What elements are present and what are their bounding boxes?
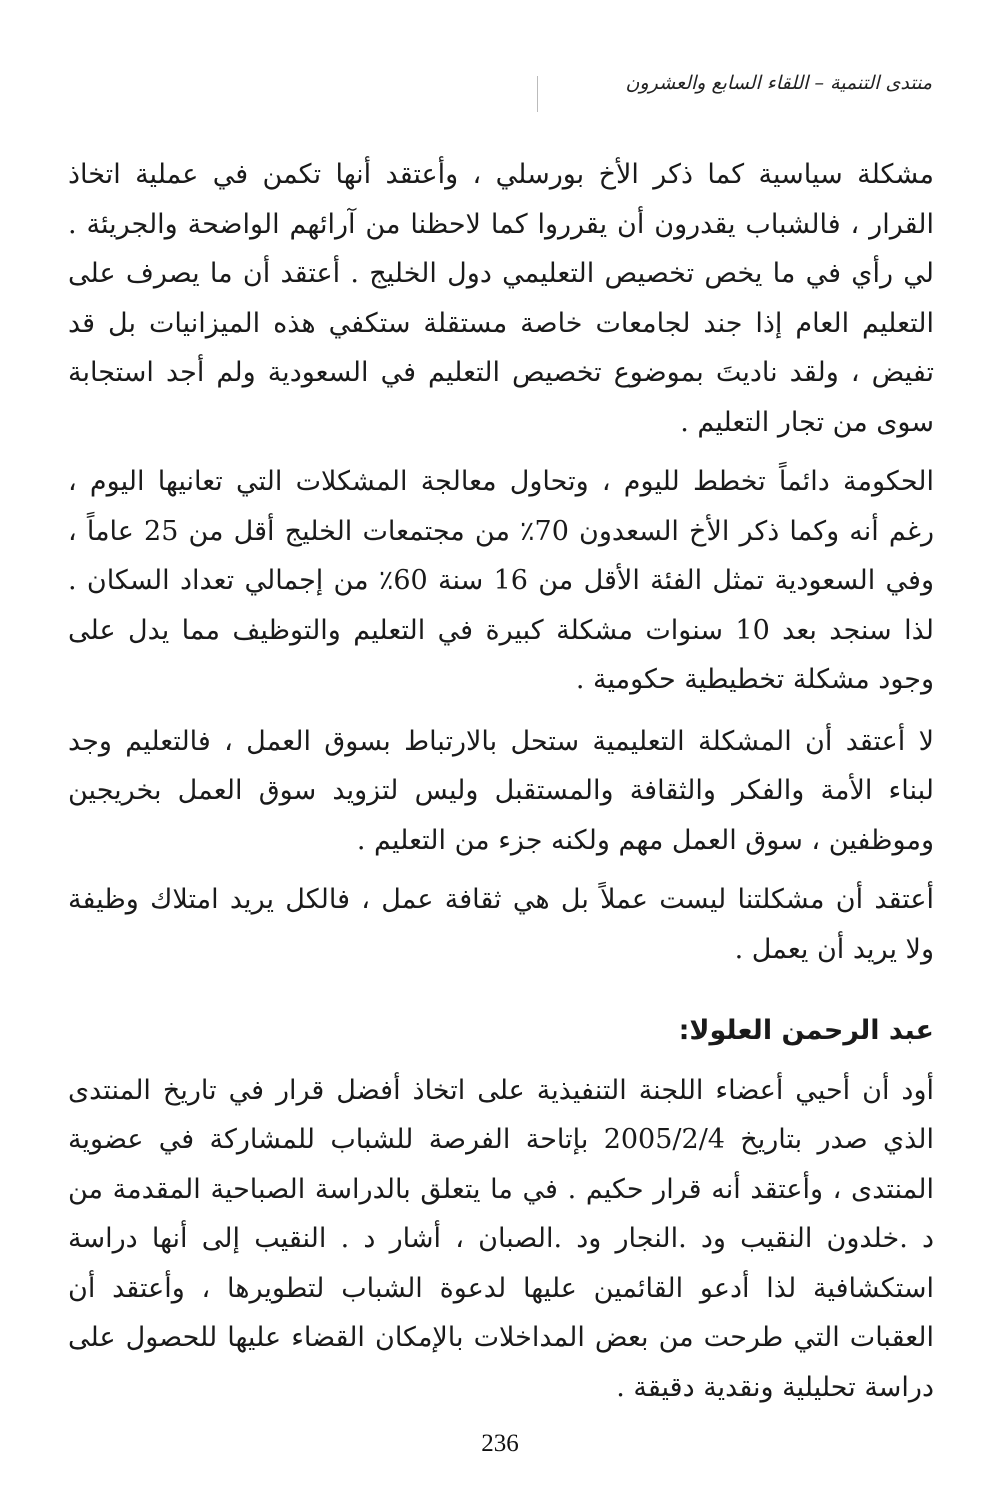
speaker-paragraph: أود أن أحيي أعضاء اللجنة التنفيذية على اتخاذ أفضل قرار في تاريخ المنتدى الذي صدر بتاريخ 2005/2/4 بإتاحة الفرصة للشباب للمشاركة في عضوية المنتدى ، وأعتقد أنه قرار حكيم . في ما يتعلق بالدراسة الصباحية المقدمة من د .خلدون النقيب ود .النجار ود .الصبان ، أشار د . النقيب إلى أنها دراسة استكشافية لذا أدعو القائمين عليها لدعوة الشباب لتطويرها ، وأعتقد أن العقبات التي طرحت من بعض المداخلات بالإمكان القضاء عليها للحصول على دراسة تحليلية ونقدية دقيقة . xyxy=(68,1074,935,1403)
body-text xyxy=(68,150,934,1412)
paragraph-4: أعتقد أن مشكلتنا ليست عملاً بل هي ثقافة عمل ، فالكل يريد امتلاك وظيفة ولا يريد أن يعمل . xyxy=(68,884,934,965)
running-header: منتدى التنمية – اللقاء السابع والعشرون xyxy=(625,72,932,94)
page-number: 236 xyxy=(481,1430,519,1457)
speaker-heading: عبد الرحمن العلولا: xyxy=(678,1015,934,1046)
paragraph-2: الحكومة دائماً تخطط لليوم ، وتحاول معالجة المشكلات التي تعانيها اليوم ، رغم أنه وكما ذكر الأخ السعدون 70٪ من مجتمعات الخليج أقل من 25 عاماً ، وفي السعودية تمثل الفئة الأقل من 16 سنة 60٪ من إجمالي تعداد السكان . لذا سنجد بعد 10 سنوات مشكلة كبيرة في التعليم والتوظيف مما يدل على وجود مشكلة تخطيطية حكومية . xyxy=(68,466,935,695)
paragraph-1: مشكلة سياسية كما ذكر الأخ بورسلي ، وأعتقد أنها تكمن في عملية اتخاذ القرار ، فالشباب يقدرون أن يقرروا كما لاحظنا من آرائهم الواضحة والجريئة . لي رأي في ما يخص تخصيص التعليمي دول الخليج . أعتقد أن ما يصرف على التعليم العام إذا جند لجامعات خاصة مستقلة ستكفي هذه الميزانيات بل قد تفيض ، ولقد ناديتَ بموضوع تخصيص التعليم في السعودية ولم أجد استجابة سوى من تجار التعليم . xyxy=(68,159,934,438)
scan-mark xyxy=(537,76,538,112)
paragraph-3: لا أعتقد أن المشكلة التعليمية ستحل بالارتباط بسوق العمل ، فالتعليم وجد لبناء الأمة والفكر والثقافة والمستقبل وليس لتزويد سوق العمل بخريجين وموظفين ، سوق العمل مهم ولكنه جزء من التعليم . xyxy=(68,725,934,856)
